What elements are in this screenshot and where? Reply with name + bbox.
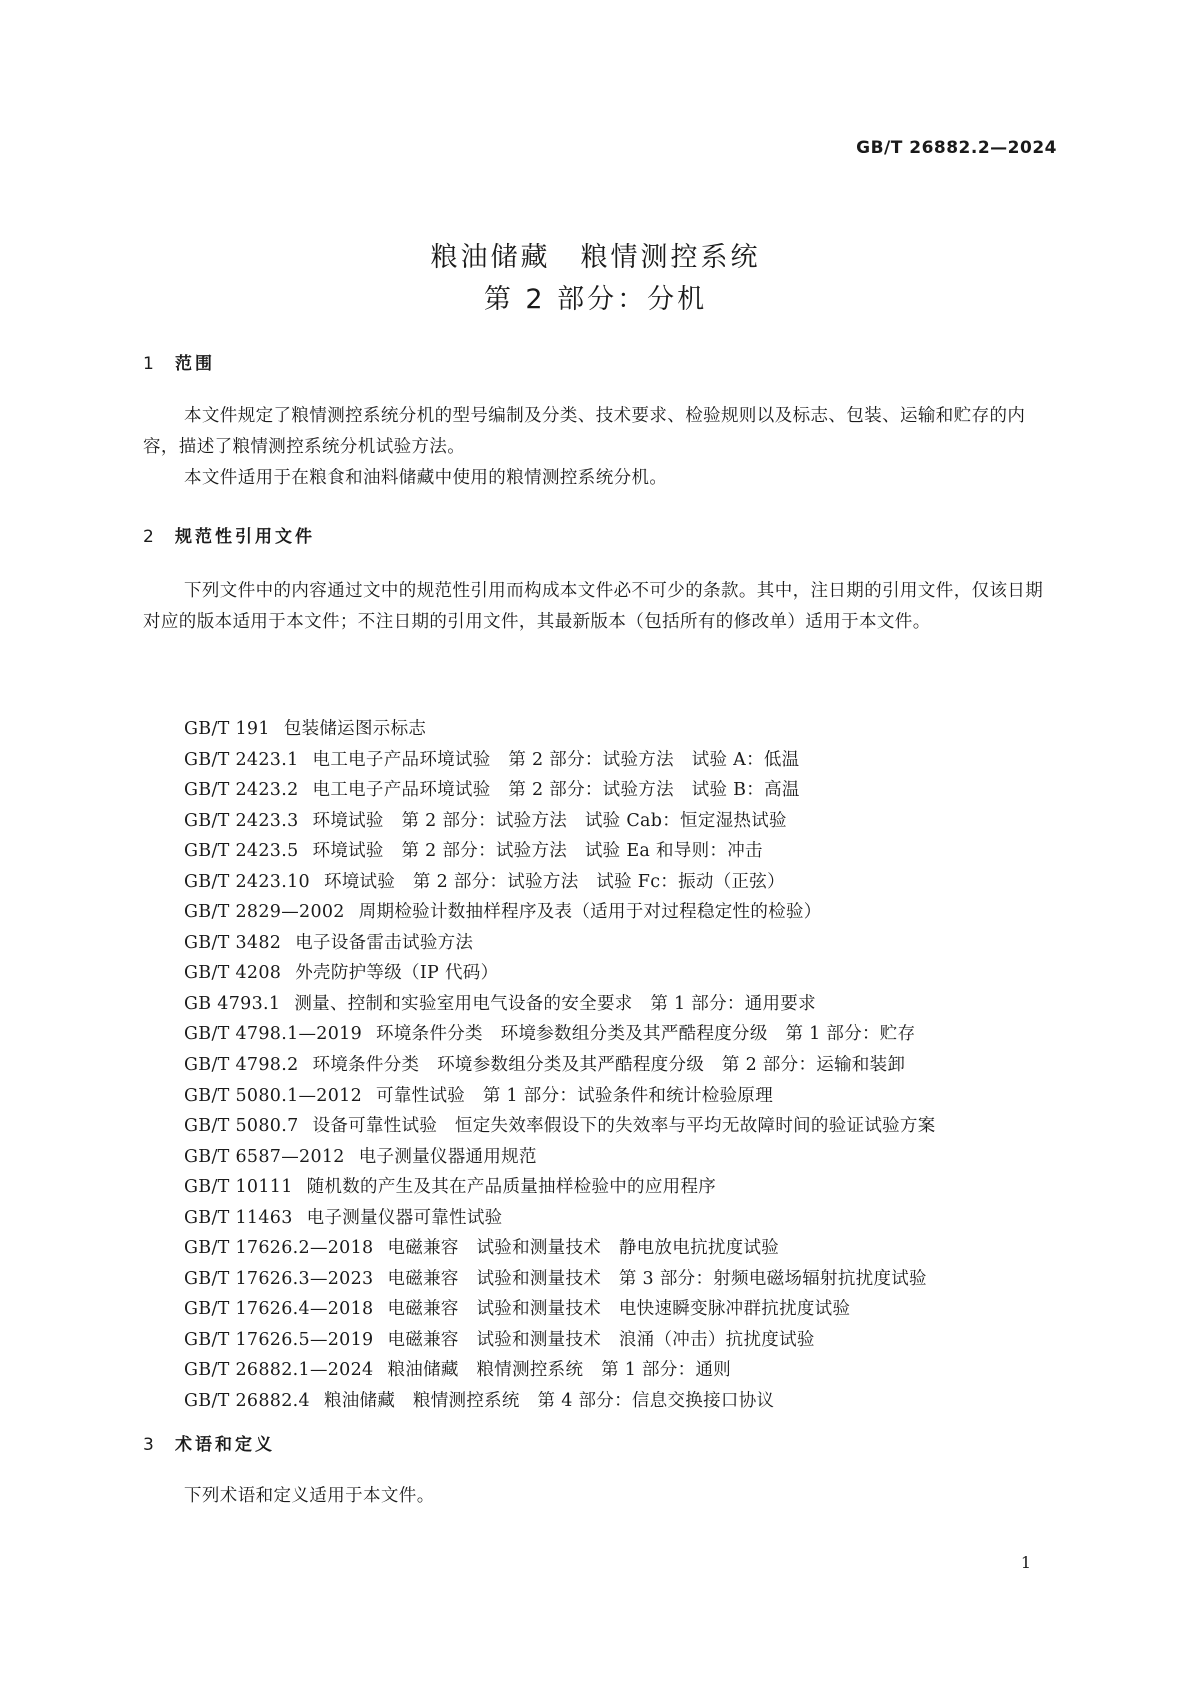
section-number: 3 — [143, 1435, 157, 1455]
reference-item — [184, 1172, 936, 1203]
reference-code: GB/T 4208 — [184, 963, 282, 984]
reference-title: 电磁兼容 试验和测量技术 电快速瞬变脉冲群抗扰度试验 — [387, 1299, 851, 1320]
reference-item — [184, 867, 936, 898]
reference-title: 外壳防护等级（IP 代码） — [295, 963, 499, 984]
reference-title: 粮油储藏 粮情测控系统 第 4 部分：信息交换接口协议 — [323, 1391, 775, 1412]
reference-title: 设备可靠性试验 恒定失效率假设下的失效率与平均无故障时间的验证试验方案 — [312, 1116, 936, 1137]
reference-item — [184, 714, 936, 745]
reference-item — [184, 1294, 936, 1325]
reference-code: GB/T 2423.10 — [184, 871, 310, 892]
reference-item — [184, 745, 936, 776]
section-heading-scope — [143, 349, 215, 374]
reference-title: 环境条件分类 环境参数组分类及其严酷程度分级 第 1 部分：贮存 — [376, 1024, 916, 1045]
reference-item — [184, 1233, 936, 1264]
reference-title: 电磁兼容 试验和测量技术 静电放电抗扰度试验 — [387, 1238, 780, 1259]
reference-code: GB/T 5080.7 — [184, 1116, 299, 1137]
reference-title: 环境试验 第 2 部分：试验方法 试验 Cab：恒定湿热试验 — [312, 810, 787, 831]
scope-paragraph: 本文件规定了粮情测控系统分机的型号编制及分类、技术要求、检验规则以及标志、包装、运输和贮存的内容，描述了粮情测控系统分机试验方法。 — [143, 406, 1026, 457]
reference-item — [184, 775, 936, 806]
reference-item — [184, 928, 936, 959]
reference-code: GB/T 2423.3 — [184, 810, 299, 831]
reference-list — [184, 714, 936, 1417]
reference-code: GB/T 4798.1—2019 — [184, 1024, 363, 1045]
reference-code: GB/T 2423.5 — [184, 841, 299, 862]
reference-item — [184, 1355, 936, 1386]
reference-code: GB/T 26882.4 — [184, 1391, 310, 1412]
reference-code: GB/T 6587—2012 — [184, 1146, 345, 1167]
reference-title: 电工电子产品环境试验 第 2 部分：试验方法 试验 B：高温 — [312, 780, 800, 801]
reference-item — [184, 958, 936, 989]
reference-code: GB/T 26882.1—2024 — [184, 1360, 374, 1381]
reference-code: GB/T 2423.2 — [184, 780, 299, 801]
reference-code: GB/T 17626.4—2018 — [184, 1299, 374, 1320]
reference-title: 周期检验计数抽样程序及表（适用于对过程稳定性的检验） — [358, 902, 822, 923]
reference-title: 电工电子产品环境试验 第 2 部分：试验方法 试验 A：低温 — [312, 749, 800, 770]
reference-code: GB/T 5080.1—2012 — [184, 1085, 363, 1106]
section-title: 术语和定义 — [175, 1435, 275, 1455]
document-title: 粮油储藏 粮情测控系统 — [430, 242, 761, 273]
section-heading-terms — [143, 1430, 275, 1455]
section-title: 范围 — [175, 354, 215, 374]
terms-intro: 下列术语和定义适用于本文件。 — [184, 1486, 435, 1506]
reference-code: GB/T 17626.5—2019 — [184, 1329, 374, 1350]
reference-code: GB/T 4798.2 — [184, 1055, 299, 1076]
reference-code: GB 4793.1 — [184, 993, 281, 1014]
reference-item — [184, 806, 936, 837]
standard-code: GB/T 26882.2—2024 — [856, 138, 1057, 158]
reference-item — [184, 836, 936, 867]
reference-item — [184, 1050, 936, 1081]
reference-title: 电子测量仪器通用规范 — [358, 1146, 537, 1167]
reference-code: GB/T 11463 — [184, 1207, 293, 1228]
reference-code: GB/T 3482 — [184, 932, 282, 953]
reference-title: 环境试验 第 2 部分：试验方法 试验 Ea 和导则：冲击 — [312, 841, 763, 862]
reference-item — [184, 1203, 936, 1234]
reference-title: 粮油储藏 粮情测控系统 第 1 部分：通则 — [387, 1360, 732, 1381]
reference-title: 电磁兼容 试验和测量技术 浪涌（冲击）抗扰度试验 — [387, 1329, 815, 1350]
reference-item — [184, 1111, 936, 1142]
reference-title: 可靠性试验 第 1 部分：试验条件和统计检验原理 — [376, 1085, 774, 1106]
reference-title: 电子测量仪器可靠性试验 — [306, 1207, 503, 1228]
reference-code: GB/T 191 — [184, 719, 270, 739]
reference-item — [184, 989, 936, 1020]
reference-title: 随机数的产生及其在产品质量抽样检验中的应用程序 — [306, 1177, 717, 1198]
scope-paragraph: 本文件适用于在粮食和油料储藏中使用的粮情测控系统分机。 — [184, 468, 668, 488]
page-number: 1 — [1020, 1553, 1031, 1572]
reference-title: 环境试验 第 2 部分：试验方法 试验 Fc：振动（正弦） — [323, 871, 785, 892]
reference-item — [184, 1142, 936, 1173]
section-heading-normative-refs — [143, 522, 315, 547]
reference-item — [184, 1325, 936, 1356]
reference-code: GB/T 17626.2—2018 — [184, 1238, 374, 1259]
reference-item — [184, 897, 936, 928]
reference-code: GB/T 17626.3—2023 — [184, 1268, 374, 1289]
reference-code: GB/T 2829—2002 — [184, 902, 345, 923]
reference-code: GB/T 10111 — [184, 1177, 293, 1198]
section-title: 规范性引用文件 — [175, 527, 315, 547]
section-number: 2 — [143, 527, 157, 547]
reference-item — [184, 1264, 936, 1295]
normative-refs-intro: 下列文件中的内容通过文中的规范性引用而构成本文件必不可少的条款。其中，注日期的引用文件，仅该日期对应的版本适用于本文件；不注日期的引用文件，其最新版本（包括所有的修改单）适用于本文件。 — [143, 581, 1044, 632]
reference-item — [184, 1081, 936, 1112]
reference-title: 电磁兼容 试验和测量技术 第 3 部分：射频电磁场辐射抗扰度试验 — [387, 1268, 927, 1289]
reference-title: 环境条件分类 环境参数组分类及其严酷程度分级 第 2 部分：运输和装卸 — [312, 1055, 906, 1076]
section-number: 1 — [143, 354, 157, 374]
reference-code: GB/T 2423.1 — [184, 749, 299, 770]
reference-title: 测量、控制和实验室用电气设备的安全要求 第 1 部分：通用要求 — [294, 993, 816, 1014]
document-subtitle: 第 2 部分：分机 — [483, 284, 708, 315]
reference-item — [184, 1019, 936, 1050]
reference-title: 包装储运图示标志 — [283, 719, 427, 739]
reference-item — [184, 1386, 936, 1417]
reference-title: 电子设备雷击试验方法 — [295, 932, 474, 953]
